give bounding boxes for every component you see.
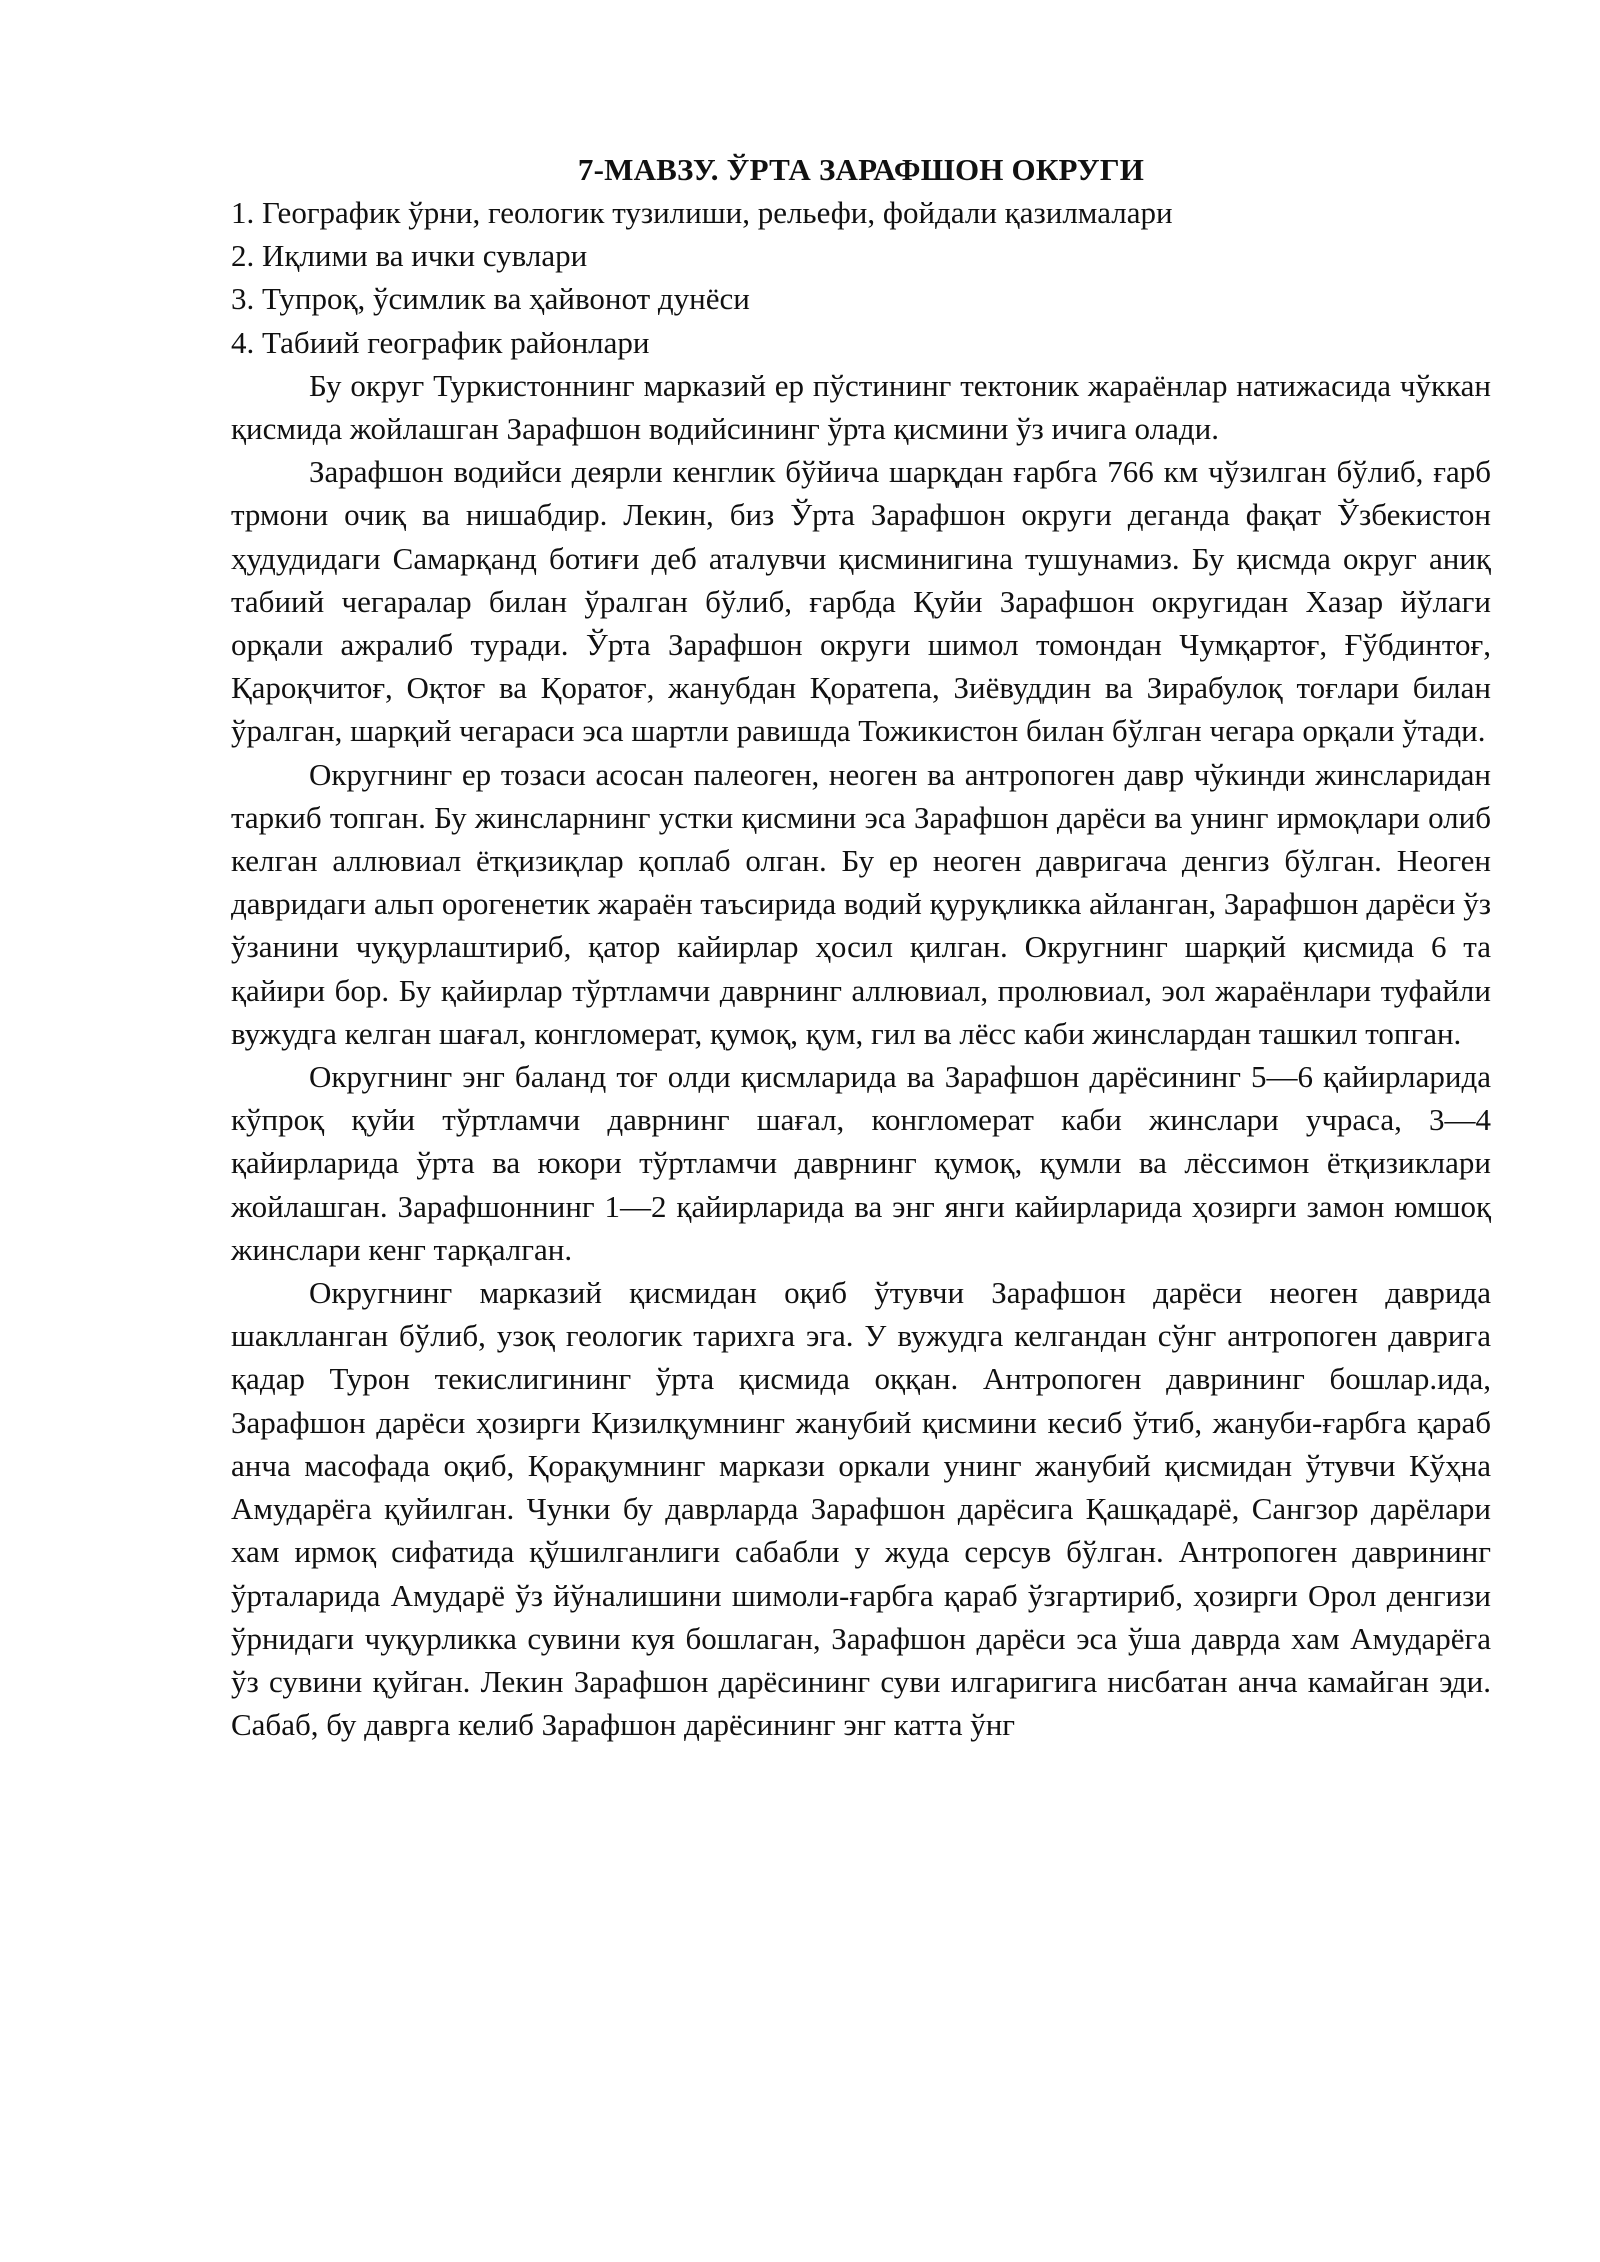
plan-item: 1. Географик ўрни, геологик тузилиши, рельефи, фойдали қазилмалари [231, 195, 1173, 230]
plan-item: 4. Табиий географик районлари [231, 324, 650, 360]
body-text [231, 364, 1491, 1747]
paragraph: Бу округ Туркистоннинг марказий ер пўстининг тектоник жараёнлар натижасида чўккан қисмида жойлашган Зарафшон водийсининг ўрта қисмини ўз ичига олади. [231, 367, 1491, 447]
paragraph: Округнинг ер тозаси асосан палеоген, неоген ва антропоген давр чўкинди жинсларидан таркиб топган. Бу жинсларнинг устки қисмини эса Зарафшон дарёси ва унинг ирмоқлари олиб келган аллювиал ётқизиқлар қоплаб олган. Бу ер неоген давригача денгиз бўлган. Неоген давридаги альп орогенетик жараён таъсирида водий қуруқликка айланган, Зарафшон дарёси ўз ўзанини чуқурлаштириб, қатор кайирлар ҳосил қилган. Округнинг шарқий қисмида 6 та қайири бор. Бу қайирлар тўртламчи даврнинг аллювиал, пролювиал, эол жараёнлари туфайли вужудга келган шағал, конгломерат, қумоқ, қум, гил ва лёсс каби жинслардан ташкил топган. [231, 756, 1491, 1051]
paragraph: Округнинг марказий қисмидан оқиб ўтувчи Зарафшон дарёси неоген даврида шаклланган бўлиб, узоқ геологик тарихга эга. У вужудга келгандан сўнг антропоген даврига қадар Турон текислигининг ўрта қисмида оққан. Антропоген даврининг бошлар.ида, Зарафшон дарёси ҳозирги Қизилқумнинг жанубий қисмини кесиб ўтиб, жануби-ғарбга қараб анча масофада оқиб, Қорақумнинг маркази оркали унинг жанубий қисмидан ўтувчи Кўҳна Амударёга қуйилган. Чунки бу даврларда Зарафшон дарёсига Қашқадарё, Сангзор дарёлари хам ирмоқ сифатида қўшилганлиги сабабли у жуда серсув бўлган. Антропоген даврининг ўрталарида Амударё ўз йўналишини шимоли-ғарбга қараб ўзгартириб, ҳозирги Орол денгизи ўрнидаги чуқурликка сувини куя бошлаган, Зарафшон дарёси эса ўша даврда хам Амударёга ўз сувини қуйган. Лекин Зарафшон дарёсининг суви илгаригига нисбатан анча камайган эди. Сабаб, бу даврга келиб Зарафшон дарёсининг энг катта ўнг [231, 1275, 1491, 1743]
paragraph: Округнинг энг баланд тоғ олди қисмларида ва Зарафшон дарёсининг 5—6 қайирларида кўпроқ қуйи тўртламчи даврнинг шағал, конгломерат каби жинслари учраса, 3—4 қайирларида ўрта ва юкори тўртламчи даврнинг қумоқ, қумли ва лёссимон ётқизиклари жойлашган. Зарафшоннинг 1—2 қайирларида ва энг янги кайирларида ҳозирги замон юмшоқ жинслари кенг тарқалган. [231, 1059, 1491, 1267]
document-page [231, 148, 1491, 1746]
paragraph: Зарафшон водийси деярли кенглик бўйича шарқдан ғарбга 766 км чўзилган бўлиб, ғарб трмони очиқ ва нишабдир. Лекин, биз Ўрта Зарафшон округи деганда фақат Ўзбекистон ҳудудидаги Самарқанд ботиғи деб аталувчи қисминигина тушунамиз. Бу қисмда округ аниқ табиий чегаралар билан ўралган бўлиб, ғарбда Қуйи Зарафшон округидан Хазар йўлаги орқали ажралиб туради. Ўрта Зарафшон округи шимол томондан Чумқартоғ, Ғўбдинтоғ, Қароқчитоғ, Оқтоғ ва Қоратоғ, жанубдан Қоратепа, Зиёвуддин ва Зирабулоқ тоғлари билан ўралган, шарқий чегараси эса шартли равишда Тожикистон билан бўлган чегара орқали ўтади. [231, 454, 1491, 749]
plan-item: 2. Иқлими ва ички сувлари [231, 238, 588, 274]
plan-item: 3. Тупроқ, ўсимлик ва ҳайвонот дунёси [231, 281, 750, 317]
topic-plan-list [231, 191, 1491, 364]
document-title: 7-МАВЗУ. ЎРТА ЗАРАФШОН ОКРУГИ [577, 152, 1145, 187]
